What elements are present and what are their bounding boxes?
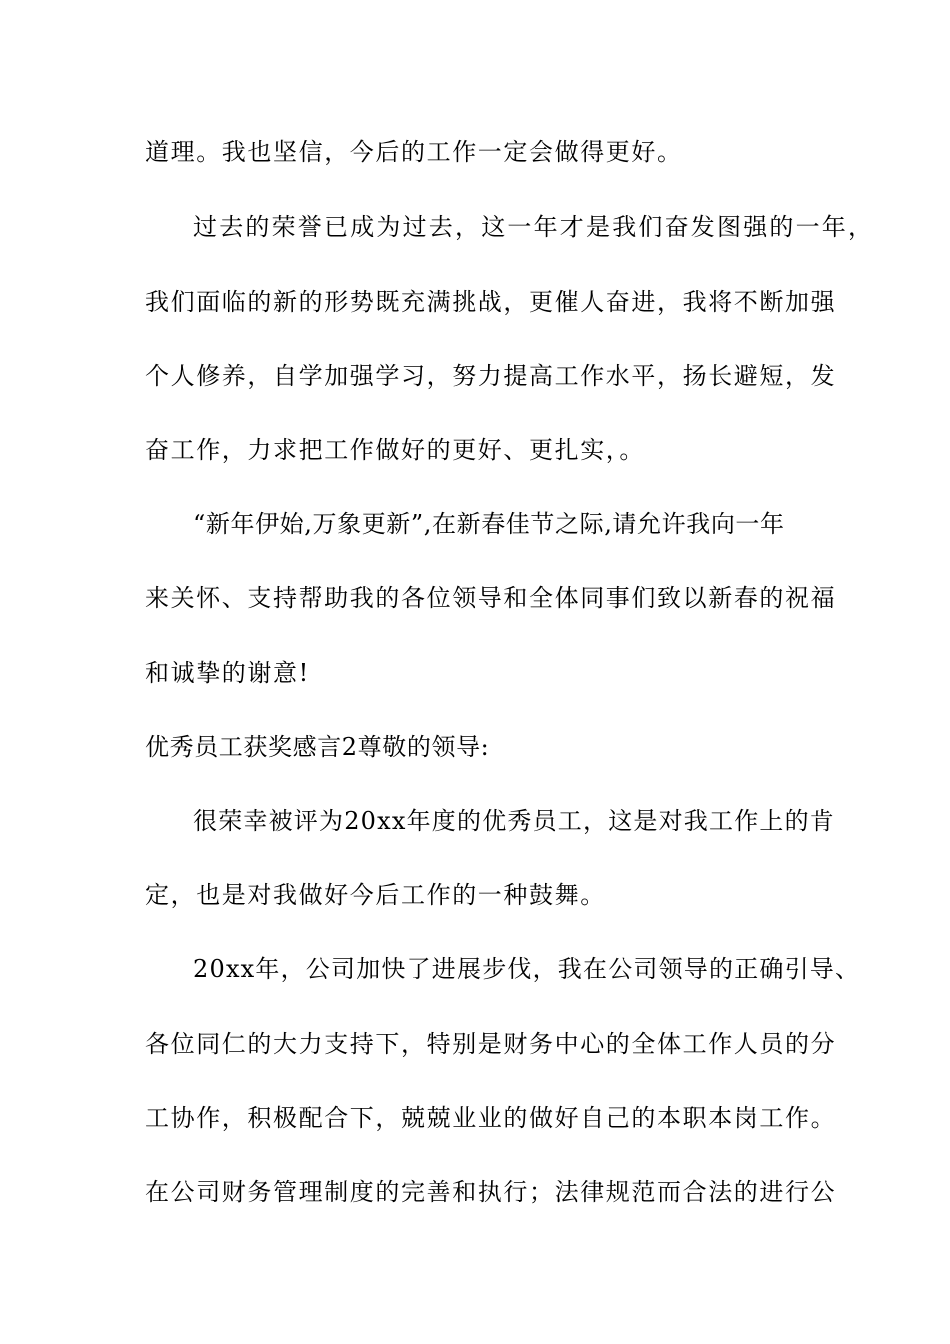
- text-line-1: 道理。我也坚信，今后的工作一定会做得更好。: [145, 138, 683, 166]
- text-line-7: 来关怀、支持帮助我的各位领导和全体同事们致以新春的祝福: [145, 584, 837, 612]
- text-line-9: 优秀员工获奖感言2尊敬的领导:: [145, 733, 490, 761]
- text-line-5: 奋工作，力求把工作做好的更好、更扎实，。: [145, 436, 645, 464]
- text-line-3: 我们面临的新的形势既充满挑战，更催人奋进，我将不断加强: [145, 288, 837, 316]
- text-line-13: 各位同仁的大力支持下，特别是财务中心的全体工作人员的分: [145, 1030, 837, 1058]
- text-line-10: 很荣幸被评为20xx年度的优秀员工，这是对我工作上的肯: [193, 807, 836, 835]
- text-line-6: “新年伊始,万象更新”,在新春佳节之际,请允许我向一年: [193, 510, 785, 538]
- text-line-11: 定，也是对我做好今后工作的一种鼓舞。: [145, 881, 606, 909]
- text-line-14: 工协作，积极配合下，兢兢业业的做好自己的本职本岗工作。: [145, 1104, 837, 1132]
- text-line-15: 在公司财务管理制度的完善和执行；法律规范而合法的进行公: [145, 1178, 837, 1206]
- text-line-2: 过去的荣誉已成为过去，这一年才是我们奋发图强的一年，: [193, 213, 875, 241]
- text-line-8: 和诚挚的谢意!: [145, 659, 310, 687]
- text-line-12: 20xx年，公司加快了进展步伐，我在公司领导的正确引导、: [193, 955, 861, 983]
- text-line-4: 个人修养，自学加强学习，努力提高工作水平，扬长避短，发: [145, 362, 837, 390]
